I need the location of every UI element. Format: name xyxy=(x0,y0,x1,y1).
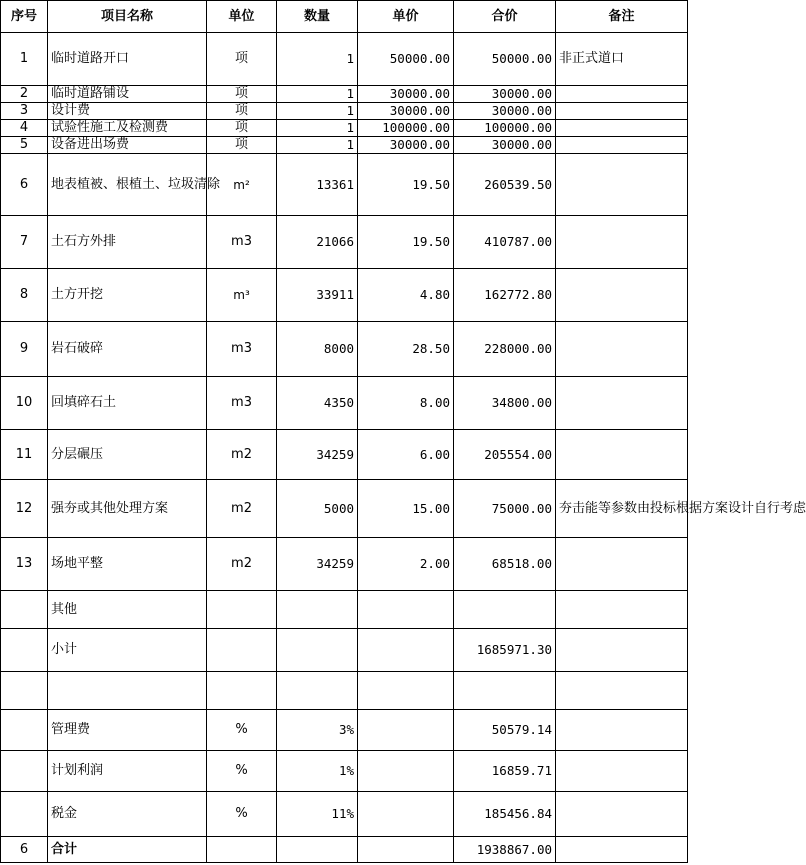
cell-note xyxy=(556,672,688,710)
cell-note xyxy=(556,538,688,591)
cell-qty: 1 xyxy=(277,33,358,86)
table-row xyxy=(1,710,688,751)
header-unit: 单位 xyxy=(207,1,277,33)
cell-qty: 5000 xyxy=(277,480,358,538)
header-note: 备注 xyxy=(556,1,688,33)
cell-unit xyxy=(207,629,277,672)
cell-unit: m² xyxy=(207,154,277,216)
table-row xyxy=(1,154,688,216)
cell-note xyxy=(556,216,688,269)
cell-total: 162772.80 xyxy=(454,269,556,322)
cell-no: 4 xyxy=(1,120,48,137)
table-row xyxy=(1,137,688,154)
cell-total: 16859.71 xyxy=(454,751,556,792)
cell-name: 分层碾压 xyxy=(48,430,207,480)
cell-total: 68518.00 xyxy=(454,538,556,591)
cell-note xyxy=(556,629,688,672)
cell-no: 1 xyxy=(1,33,48,86)
cell-price: 30000.00 xyxy=(358,103,454,120)
cell-name: 回填碎石土 xyxy=(48,377,207,430)
cell-total: 50000.00 xyxy=(454,33,556,86)
cell-note xyxy=(556,154,688,216)
cell-price xyxy=(358,591,454,629)
cell-no: 10 xyxy=(1,377,48,430)
cell-note xyxy=(556,322,688,377)
cell-no: 12 xyxy=(1,480,48,538)
subtotal-row xyxy=(1,629,688,672)
cell-note: 非正式道口 xyxy=(556,33,688,86)
cell-name xyxy=(48,672,207,710)
cell-unit: % xyxy=(207,751,277,792)
cell-note xyxy=(556,710,688,751)
cell-no: 2 xyxy=(1,86,48,103)
cell-name: 小计 xyxy=(48,629,207,672)
cell-no xyxy=(1,591,48,629)
cell-unit: m3 xyxy=(207,322,277,377)
cell-unit: 项 xyxy=(207,86,277,103)
cell-qty xyxy=(277,591,358,629)
cell-no: 9 xyxy=(1,322,48,377)
cell-qty: 34259 xyxy=(277,538,358,591)
cell-note xyxy=(556,792,688,837)
cell-qty: 8000 xyxy=(277,322,358,377)
cell-qty: 3% xyxy=(277,710,358,751)
cell-no: 11 xyxy=(1,430,48,480)
cell-total xyxy=(454,672,556,710)
cell-note xyxy=(556,86,688,103)
cell-total xyxy=(454,591,556,629)
cell-unit: m2 xyxy=(207,430,277,480)
cell-no: 6 xyxy=(1,837,48,863)
cell-no xyxy=(1,710,48,751)
header-name: 项目名称 xyxy=(48,1,207,33)
cell-qty: 34259 xyxy=(277,430,358,480)
table-row xyxy=(1,591,688,629)
cell-price: 30000.00 xyxy=(358,137,454,154)
cell-price xyxy=(358,837,454,863)
cell-note xyxy=(556,430,688,480)
cell-no: 3 xyxy=(1,103,48,120)
cell-unit: 项 xyxy=(207,103,277,120)
cell-name: 税金 xyxy=(48,792,207,837)
table-row xyxy=(1,120,688,137)
cell-note: 夯击能等参数由投标根据方案设计自行考虑 xyxy=(556,480,688,538)
cell-total: 228000.00 xyxy=(454,322,556,377)
cell-price: 15.00 xyxy=(358,480,454,538)
cell-price xyxy=(358,710,454,751)
cell-price: 100000.00 xyxy=(358,120,454,137)
cell-qty xyxy=(277,837,358,863)
cell-price: 28.50 xyxy=(358,322,454,377)
table-row xyxy=(1,377,688,430)
cell-name: 临时道路铺设 xyxy=(48,86,207,103)
cell-total: 1685971.30 xyxy=(454,629,556,672)
cell-total: 185456.84 xyxy=(454,792,556,837)
table-row xyxy=(1,269,688,322)
cell-total: 30000.00 xyxy=(454,137,556,154)
cell-name: 其他 xyxy=(48,591,207,629)
cell-unit: % xyxy=(207,792,277,837)
cell-unit: m2 xyxy=(207,538,277,591)
cell-note xyxy=(556,120,688,137)
cell-total: 100000.00 xyxy=(454,120,556,137)
cell-price xyxy=(358,629,454,672)
cell-price: 30000.00 xyxy=(358,86,454,103)
cell-name: 合计 xyxy=(48,837,207,863)
cell-name: 土石方外排 xyxy=(48,216,207,269)
cell-qty: 1% xyxy=(277,751,358,792)
cell-no: 7 xyxy=(1,216,48,269)
cell-unit: m³ xyxy=(207,269,277,322)
cell-note xyxy=(556,137,688,154)
table-row xyxy=(1,480,688,538)
cell-name: 设备进出场费 xyxy=(48,137,207,154)
cell-no: 13 xyxy=(1,538,48,591)
cell-qty: 13361 xyxy=(277,154,358,216)
cell-price xyxy=(358,792,454,837)
table-row xyxy=(1,86,688,103)
cell-note xyxy=(556,377,688,430)
cell-note xyxy=(556,103,688,120)
cell-unit xyxy=(207,591,277,629)
cell-unit: 项 xyxy=(207,33,277,86)
cell-qty xyxy=(277,629,358,672)
cell-name: 临时道路开口 xyxy=(48,33,207,86)
cell-name: 强夯或其他处理方案 xyxy=(48,480,207,538)
cell-qty xyxy=(277,672,358,710)
cell-price: 19.50 xyxy=(358,216,454,269)
table-row xyxy=(1,751,688,792)
table-row xyxy=(1,33,688,86)
grand-total-row xyxy=(1,837,688,863)
table-row xyxy=(1,430,688,480)
header-qty: 数量 xyxy=(277,1,358,33)
cell-name: 管理费 xyxy=(48,710,207,751)
table-row xyxy=(1,216,688,269)
cell-qty: 1 xyxy=(277,137,358,154)
cell-unit: m3 xyxy=(207,377,277,430)
cell-qty: 4350 xyxy=(277,377,358,430)
cell-total: 75000.00 xyxy=(454,480,556,538)
cell-price: 19.50 xyxy=(358,154,454,216)
cell-note xyxy=(556,591,688,629)
cell-name: 计划利润 xyxy=(48,751,207,792)
cell-no: 6 xyxy=(1,154,48,216)
table-row xyxy=(1,103,688,120)
cell-price xyxy=(358,751,454,792)
cell-no xyxy=(1,751,48,792)
cell-unit: 项 xyxy=(207,137,277,154)
table-row xyxy=(1,672,688,710)
header-row xyxy=(1,1,688,33)
table-row xyxy=(1,538,688,591)
cell-no xyxy=(1,792,48,837)
cell-no xyxy=(1,629,48,672)
cell-unit xyxy=(207,837,277,863)
cell-price: 4.80 xyxy=(358,269,454,322)
cell-price: 8.00 xyxy=(358,377,454,430)
cell-total: 260539.50 xyxy=(454,154,556,216)
cell-total: 205554.00 xyxy=(454,430,556,480)
cell-qty: 1 xyxy=(277,120,358,137)
cell-qty: 1 xyxy=(277,86,358,103)
cell-qty: 11% xyxy=(277,792,358,837)
cell-name: 试验性施工及检测费 xyxy=(48,120,207,137)
cell-qty: 21066 xyxy=(277,216,358,269)
cell-note xyxy=(556,837,688,863)
cell-no xyxy=(1,672,48,710)
cell-note xyxy=(556,751,688,792)
cell-unit: % xyxy=(207,710,277,751)
cell-unit: 项 xyxy=(207,120,277,137)
cell-name: 地表植被、根植土、垃圾清除 xyxy=(48,154,207,216)
cell-no: 5 xyxy=(1,137,48,154)
cell-total: 1938867.00 xyxy=(454,837,556,863)
cell-qty: 1 xyxy=(277,103,358,120)
cell-name: 土方开挖 xyxy=(48,269,207,322)
cell-note xyxy=(556,269,688,322)
table-row xyxy=(1,792,688,837)
cell-no: 8 xyxy=(1,269,48,322)
cell-name: 设计费 xyxy=(48,103,207,120)
cell-total: 34800.00 xyxy=(454,377,556,430)
cell-total: 30000.00 xyxy=(454,86,556,103)
cell-qty: 33911 xyxy=(277,269,358,322)
table-row xyxy=(1,322,688,377)
header-price: 单价 xyxy=(358,1,454,33)
cell-price: 6.00 xyxy=(358,430,454,480)
cell-total: 410787.00 xyxy=(454,216,556,269)
cell-total: 50579.14 xyxy=(454,710,556,751)
cell-price: 50000.00 xyxy=(358,33,454,86)
cell-name: 场地平整 xyxy=(48,538,207,591)
cell-unit: m2 xyxy=(207,480,277,538)
header-no: 序号 xyxy=(1,1,48,33)
cell-unit xyxy=(207,672,277,710)
cell-price: 2.00 xyxy=(358,538,454,591)
cell-total: 30000.00 xyxy=(454,103,556,120)
cell-unit: m3 xyxy=(207,216,277,269)
header-total: 合价 xyxy=(454,1,556,33)
cell-price xyxy=(358,672,454,710)
cell-name: 岩石破碎 xyxy=(48,322,207,377)
